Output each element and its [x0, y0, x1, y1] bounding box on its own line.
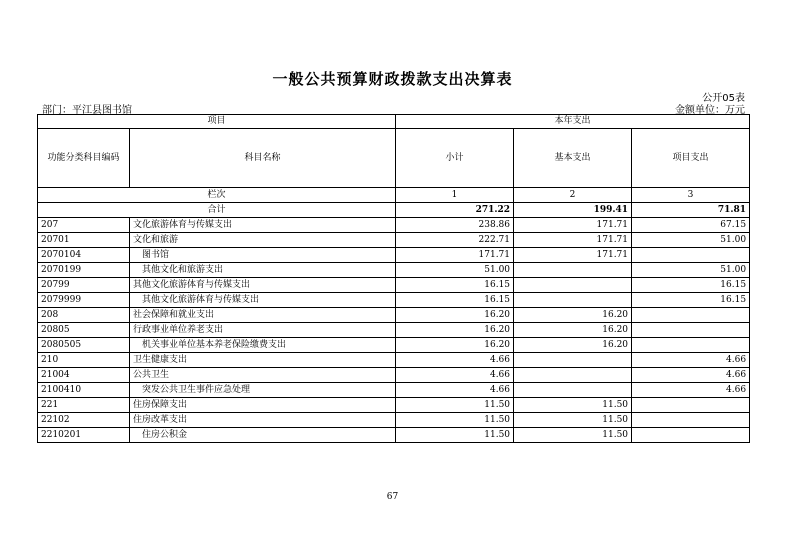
- row-project: [632, 398, 750, 413]
- row-name: 机关事业单位基本养老保险缴费支出: [130, 338, 396, 353]
- row-name: 住房保障支出: [130, 398, 396, 413]
- header-subtotal: 小计: [396, 129, 514, 188]
- row-subtotal: 11.50: [396, 413, 514, 428]
- table-row: [38, 263, 750, 278]
- row-name: 卫生健康支出: [130, 353, 396, 368]
- row-name: 住房改革支出: [130, 413, 396, 428]
- header-name: 科目名称: [130, 129, 396, 188]
- row-subtotal: 51.00: [396, 263, 514, 278]
- row-code: 2080505: [38, 338, 130, 353]
- form-number: 公开05表: [702, 93, 745, 104]
- row-code: 221: [38, 398, 130, 413]
- document-title: 一般公共预算财政拨款支出决算表: [272, 70, 513, 88]
- row-subtotal: 238.86: [396, 218, 514, 233]
- row-code: 2079999: [38, 293, 130, 308]
- table-row: [38, 323, 750, 338]
- row-subtotal: 4.66: [396, 383, 514, 398]
- row-basic: 16.20: [514, 338, 632, 353]
- row-name: 文化旅游体育与传媒支出: [130, 218, 396, 233]
- row-basic: 11.50: [514, 428, 632, 443]
- total-label: 合计: [38, 203, 396, 218]
- header-item: 项目: [38, 115, 396, 129]
- header-code: 功能分类科目编码: [38, 129, 130, 188]
- row-basic: [514, 383, 632, 398]
- row-basic: [514, 293, 632, 308]
- row-project: 51.00: [632, 263, 750, 278]
- row-project: 16.15: [632, 278, 750, 293]
- total-subtotal: 271.22: [396, 203, 514, 218]
- row-subtotal: 16.20: [396, 323, 514, 338]
- header-row-1: [38, 115, 750, 129]
- header-basic: 基本支出: [514, 129, 632, 188]
- row-subtotal: 11.50: [396, 398, 514, 413]
- row-project: [632, 248, 750, 263]
- table-row: [38, 293, 750, 308]
- table-row: [38, 218, 750, 233]
- row-code: 210: [38, 353, 130, 368]
- row-subtotal: 16.20: [396, 338, 514, 353]
- row-project: [632, 413, 750, 428]
- amount-unit-label: 金额单位：万元: [675, 105, 745, 116]
- row-subtotal: 16.15: [396, 278, 514, 293]
- row-project: [632, 308, 750, 323]
- row-project: 4.66: [632, 353, 750, 368]
- row-project: 4.66: [632, 368, 750, 383]
- table-row: [38, 248, 750, 263]
- table-row: [38, 428, 750, 443]
- row-project: 4.66: [632, 383, 750, 398]
- total-project: 71.81: [632, 203, 750, 218]
- row-basic: 11.50: [514, 398, 632, 413]
- row-name: 其他文化旅游体育与传媒支出: [130, 278, 396, 293]
- header-row-2: [38, 129, 750, 188]
- header-project: 项目支出: [632, 129, 750, 188]
- row-code: 2100410: [38, 383, 130, 398]
- row-name: 突发公共卫生事件应急处理: [130, 383, 396, 398]
- row-subtotal: 16.20: [396, 308, 514, 323]
- table-row: [38, 353, 750, 368]
- row-project: [632, 323, 750, 338]
- column-index-1: 1: [396, 188, 514, 203]
- table-row: [38, 398, 750, 413]
- row-name: 公共卫生: [130, 368, 396, 383]
- row-basic: 11.50: [514, 413, 632, 428]
- row-name: 住房公积金: [130, 428, 396, 443]
- row-name: 行政事业单位养老支出: [130, 323, 396, 338]
- row-code: 22102: [38, 413, 130, 428]
- table-row: [38, 308, 750, 323]
- page-number: 67: [386, 492, 399, 502]
- row-subtotal: 16.15: [396, 293, 514, 308]
- row-code: 207: [38, 218, 130, 233]
- row-code: 20805: [38, 323, 130, 338]
- row-project: 51.00: [632, 233, 750, 248]
- total-basic: 199.41: [514, 203, 632, 218]
- row-name: 文化和旅游: [130, 233, 396, 248]
- row-code: 2070199: [38, 263, 130, 278]
- column-index-3: 3: [632, 188, 750, 203]
- row-subtotal: 222.71: [396, 233, 514, 248]
- department-label: 部门：平江县图书馆: [42, 105, 132, 116]
- row-code: 2070104: [38, 248, 130, 263]
- row-subtotal: 4.66: [396, 353, 514, 368]
- row-subtotal: 4.66: [396, 368, 514, 383]
- row-basic: [514, 353, 632, 368]
- row-project: [632, 428, 750, 443]
- row-basic: 16.20: [514, 308, 632, 323]
- header-current-year: 本年支出: [396, 115, 750, 129]
- column-index-label: 栏次: [38, 188, 396, 203]
- row-project: [632, 338, 750, 353]
- row-basic: 171.71: [514, 218, 632, 233]
- row-name: 社会保障和就业支出: [130, 308, 396, 323]
- row-basic: [514, 278, 632, 293]
- row-code: 208: [38, 308, 130, 323]
- row-project: 67.15: [632, 218, 750, 233]
- row-code: 20701: [38, 233, 130, 248]
- table-row: [38, 413, 750, 428]
- row-basic: 171.71: [514, 248, 632, 263]
- expenditure-table: [37, 114, 750, 443]
- row-name: 其他文化和旅游支出: [130, 263, 396, 278]
- row-project: 16.15: [632, 293, 750, 308]
- row-code: 21004: [38, 368, 130, 383]
- table-row: [38, 368, 750, 383]
- total-row: [38, 203, 750, 218]
- row-basic: 171.71: [514, 233, 632, 248]
- row-subtotal: 171.71: [396, 248, 514, 263]
- column-index-2: 2: [514, 188, 632, 203]
- table-row: [38, 233, 750, 248]
- row-code: 2210201: [38, 428, 130, 443]
- row-code: 20799: [38, 278, 130, 293]
- row-name: 图书馆: [130, 248, 396, 263]
- row-basic: [514, 263, 632, 278]
- column-index-row: [38, 188, 750, 203]
- table-row: [38, 383, 750, 398]
- row-name: 其他文化旅游体育与传媒支出: [130, 293, 396, 308]
- row-basic: 16.20: [514, 323, 632, 338]
- table-row: [38, 338, 750, 353]
- row-basic: [514, 368, 632, 383]
- table-row: [38, 278, 750, 293]
- row-subtotal: 11.50: [396, 428, 514, 443]
